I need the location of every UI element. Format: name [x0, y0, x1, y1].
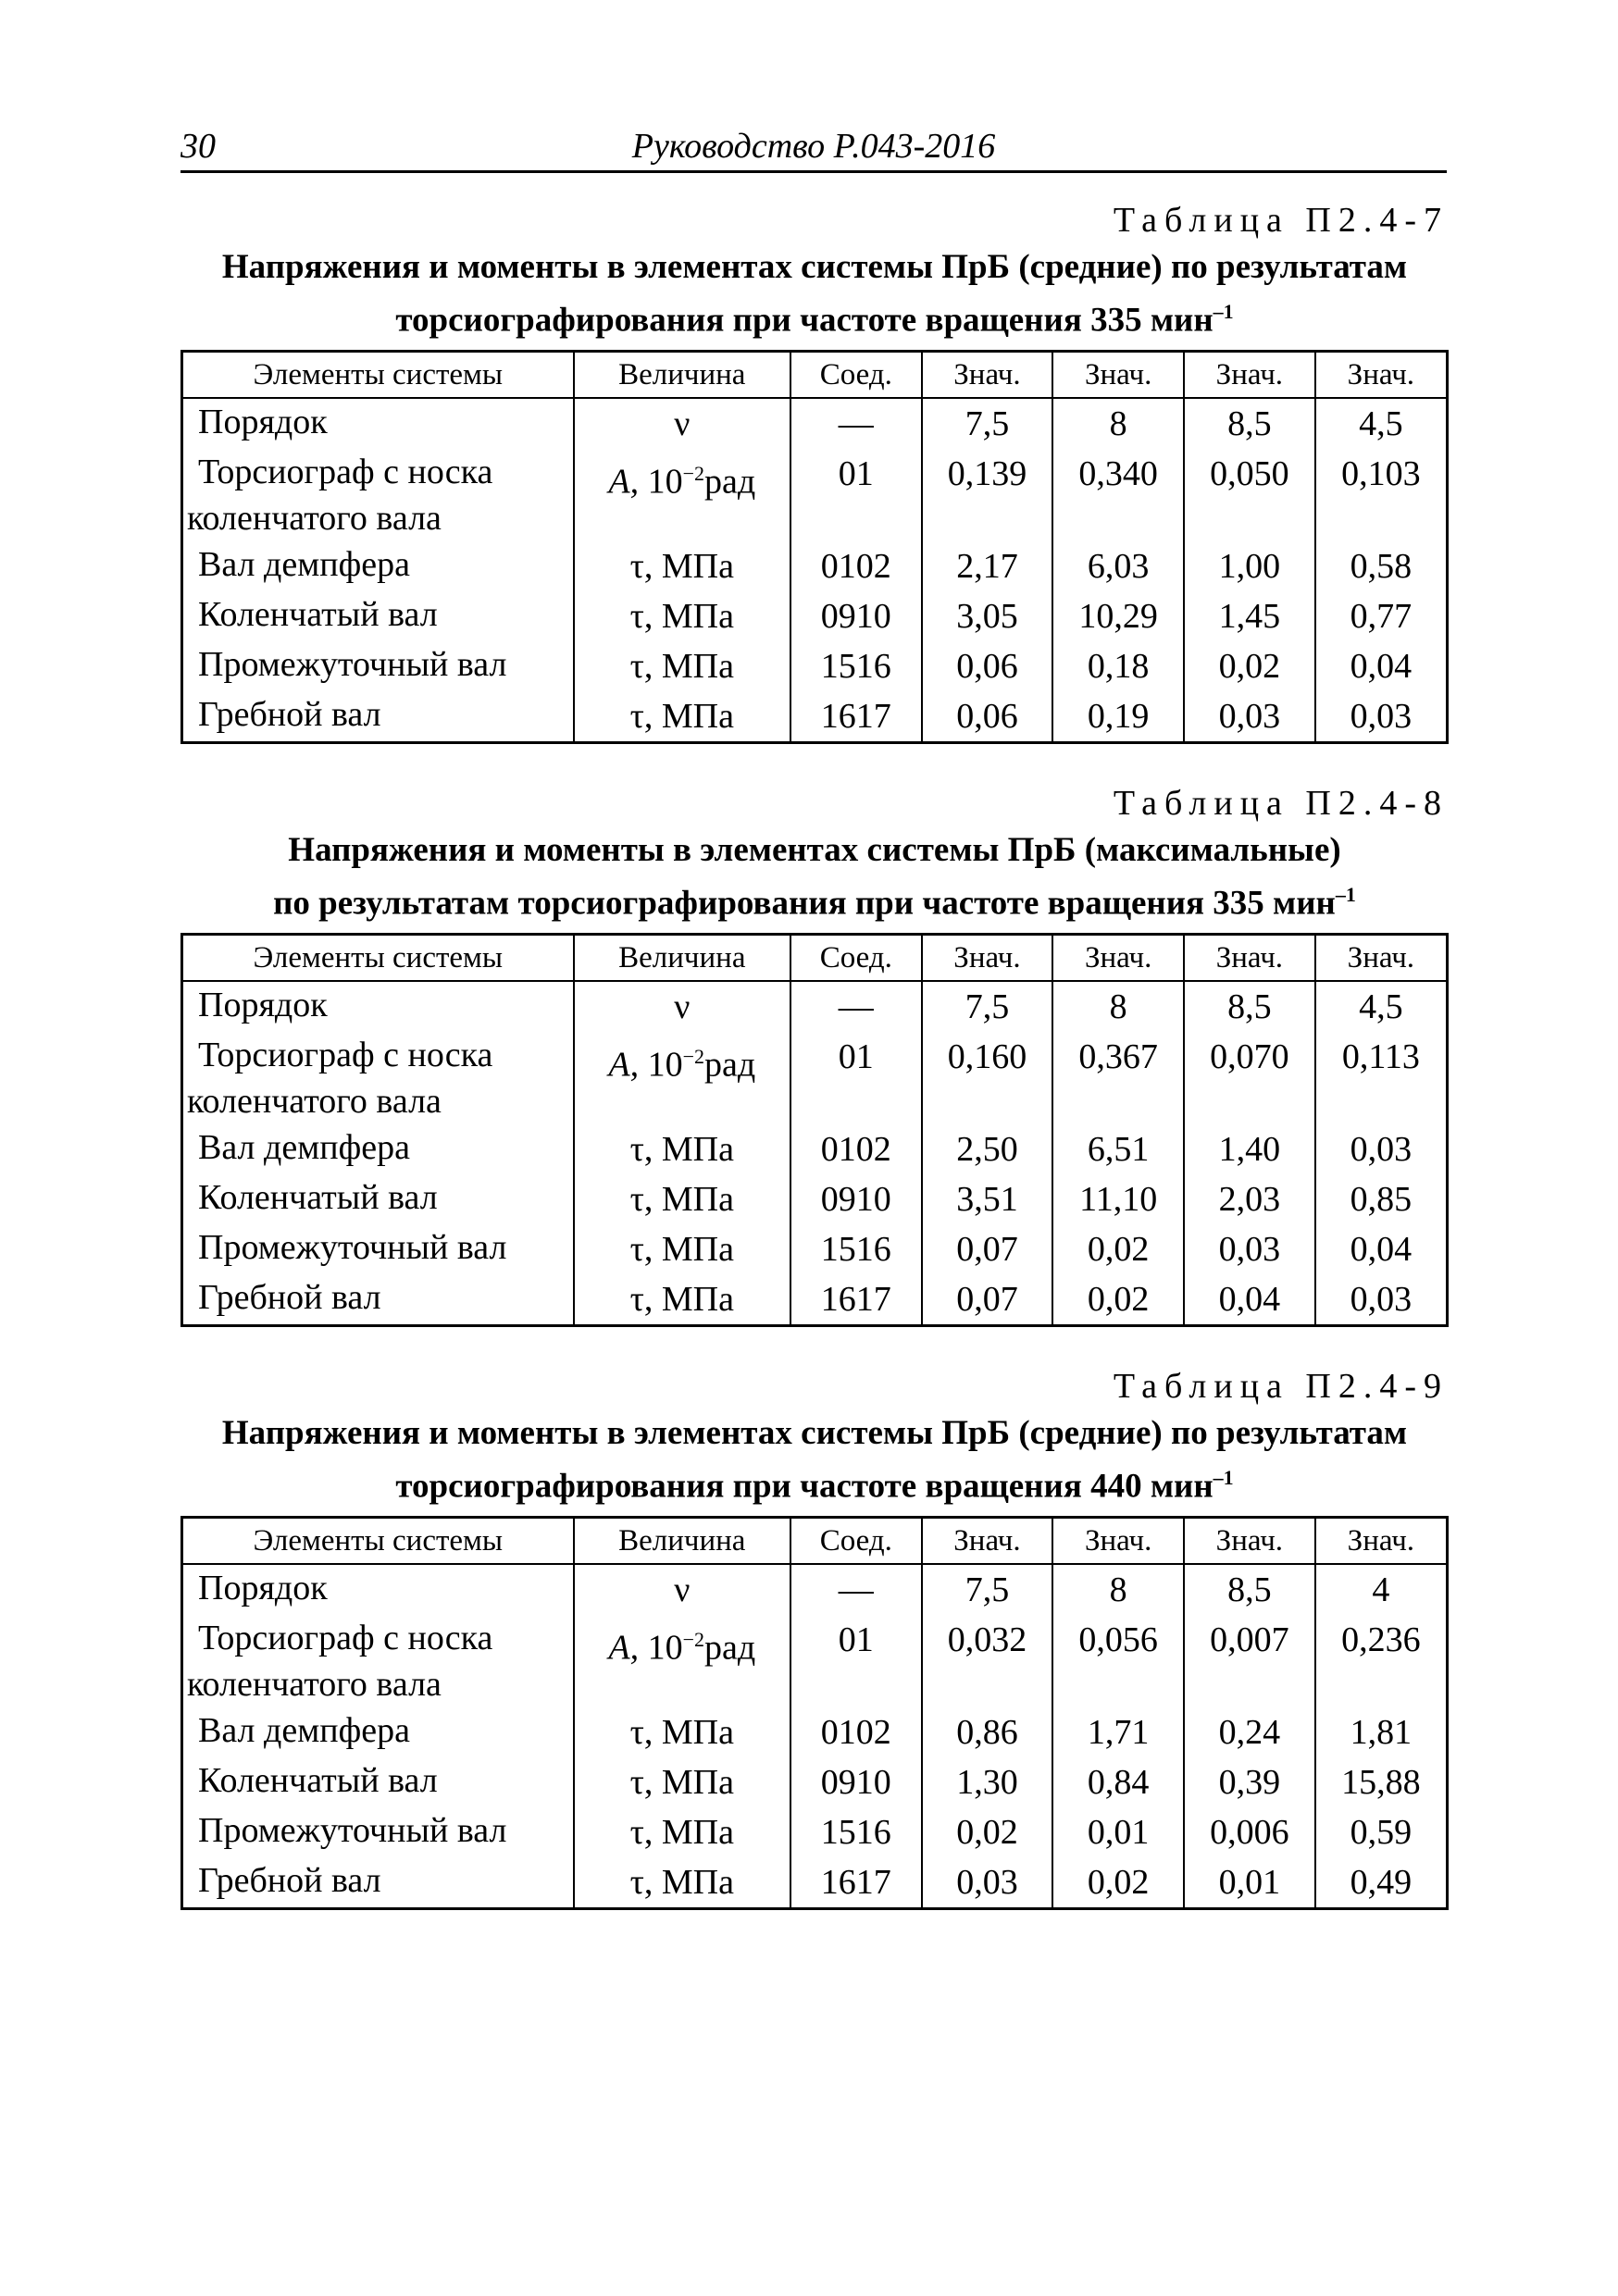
value-cell: 4 — [1372, 1570, 1390, 1610]
element-name-line-2: коленчатого вала — [187, 1082, 442, 1122]
connection-cell: 1516 — [790, 1807, 922, 1857]
column-header: Знач. — [1052, 935, 1184, 982]
caption-line-2-text: торсиографирования при частоте вращения 335 мин — [395, 301, 1214, 340]
connection-cell: 0102 — [790, 1124, 922, 1174]
connection-cell: 0102 — [790, 1707, 922, 1757]
header-row — [182, 1518, 1448, 1565]
value-cell: 8,5 — [1184, 1564, 1315, 1615]
element-name: Промежуточный вал — [182, 1807, 574, 1857]
column-header: Знач. — [1184, 1518, 1315, 1565]
element-name-line-2: коленчатого вала — [187, 1665, 442, 1705]
connection-cell: 1516 — [790, 641, 922, 691]
quantity-unit: рад — [704, 1628, 756, 1668]
connection-cell: 01 — [790, 1032, 922, 1124]
value-cell: 0,86 — [922, 1707, 1053, 1757]
element-name-line-1: Торсиограф с носка — [198, 1036, 493, 1075]
caption-exponent: –1 — [1335, 883, 1356, 906]
value-cell: 0,59 — [1350, 1813, 1413, 1853]
quantity-base: 10 — [647, 1045, 683, 1085]
value-cell: 1,40 — [1184, 1124, 1315, 1174]
value-cell: 0,02 — [1052, 1224, 1184, 1274]
table-row — [182, 1174, 1448, 1224]
value-cell: 8 — [1052, 398, 1184, 449]
value-cell: 2,50 — [922, 1124, 1053, 1174]
data-table — [180, 1516, 1449, 1910]
column-header: Соед. — [790, 935, 922, 982]
value-cell: 0,24 — [1184, 1707, 1315, 1757]
quantity-cell: τ, МПа — [574, 1124, 790, 1174]
value-cell: 7,5 — [922, 981, 1053, 1032]
value-cell: 0,01 — [1184, 1857, 1315, 1909]
value-cell: 0,84 — [1052, 1757, 1184, 1807]
value-cell: 0,03 — [1350, 697, 1413, 737]
value-cell: 3,51 — [922, 1174, 1053, 1224]
quantity-cell: τ, МПа — [574, 1224, 790, 1274]
table-row — [182, 1757, 1448, 1807]
value-cell: 1,45 — [1184, 591, 1315, 641]
caption-line-2 — [180, 1456, 1449, 1508]
value-cell: 2,03 — [1184, 1174, 1315, 1224]
connection-cell: 1617 — [790, 1274, 922, 1326]
table-block — [180, 1365, 1449, 1910]
caption-exponent: –1 — [1213, 300, 1234, 323]
connection-cell: 1617 — [790, 1857, 922, 1909]
quantity-cell: ν — [574, 1564, 790, 1615]
column-header: Соед. — [790, 1518, 922, 1565]
table-label: Таблица П2.4-8 — [1113, 784, 1449, 823]
element-name: Гребной вал — [182, 1857, 574, 1909]
element-name-line-1: Торсиограф с носка — [198, 453, 493, 492]
element-name: Порядок — [182, 981, 574, 1032]
connection-cell: — — [790, 981, 922, 1032]
value-cell: 0,01 — [1052, 1807, 1184, 1857]
column-header: Величина — [574, 1518, 790, 1565]
value-cell: 0,007 — [1184, 1615, 1315, 1707]
value-cell: 0,04 — [1350, 647, 1413, 687]
value-cell: 0,070 — [1184, 1032, 1315, 1124]
value-cell: 4,5 — [1359, 987, 1403, 1027]
table-caption — [180, 828, 1449, 925]
column-header: Знач. — [1184, 935, 1315, 982]
column-header: Знач. — [922, 935, 1053, 982]
connection-cell: 0910 — [790, 1757, 922, 1807]
value-cell: 0,02 — [922, 1807, 1053, 1857]
quantity-cell — [574, 1032, 790, 1124]
element-name: Гребной вал — [182, 1274, 574, 1326]
value-cell: 0,160 — [922, 1032, 1053, 1124]
caption-line-2 — [180, 873, 1449, 925]
element-name-line-2: коленчатого вала — [187, 499, 442, 539]
quantity-cell: τ, МПа — [574, 691, 790, 743]
value-cell: 0,04 — [1184, 1274, 1315, 1326]
value-cell: 0,49 — [1350, 1863, 1413, 1903]
table-row — [182, 1032, 1448, 1124]
value-cell: 6,03 — [1052, 541, 1184, 591]
value-cell: 0,032 — [922, 1615, 1053, 1707]
table-label: Таблица П2.4-7 — [1113, 201, 1449, 240]
caption-exponent: –1 — [1213, 1466, 1234, 1489]
caption-line-2 — [180, 290, 1449, 342]
page-number: 30 — [180, 127, 216, 166]
column-header: Соед. — [790, 352, 922, 399]
value-cell: 0,03 — [1350, 1280, 1413, 1320]
value-cell: 1,30 — [922, 1757, 1053, 1807]
value-cell: 0,03 — [1350, 1130, 1413, 1170]
value-cell: 0,07 — [922, 1224, 1053, 1274]
quantity-cell: τ, МПа — [574, 1757, 790, 1807]
value-cell: 0,113 — [1341, 1037, 1420, 1077]
value-cell: 3,05 — [922, 591, 1053, 641]
value-cell: 0,103 — [1341, 454, 1421, 494]
header-row — [182, 352, 1448, 399]
element-name: Порядок — [182, 1564, 574, 1615]
value-cell: 0,58 — [1350, 547, 1413, 587]
value-cell: 0,056 — [1052, 1615, 1184, 1707]
quantity-base: 10 — [647, 462, 683, 502]
value-cell: 0,02 — [1052, 1274, 1184, 1326]
value-cell: 0,03 — [1184, 1224, 1315, 1274]
table-row — [182, 1124, 1448, 1174]
table-row — [182, 691, 1448, 743]
value-cell: 0,03 — [1184, 691, 1315, 743]
value-cell: 0,06 — [922, 691, 1053, 743]
value-cell: 0,77 — [1350, 597, 1413, 637]
value-cell: 8,5 — [1184, 981, 1315, 1032]
caption-line-2-text: торсиографирования при частоте вращения 440 мин — [395, 1467, 1214, 1506]
table-row — [182, 981, 1448, 1032]
table-row — [182, 398, 1448, 449]
value-cell: 0,06 — [922, 641, 1053, 691]
quantity-cell: τ, МПа — [574, 1174, 790, 1224]
column-header: Знач. — [1315, 352, 1448, 399]
table-row — [182, 1274, 1448, 1326]
caption-line-1: Напряжения и моменты в элементах системы ПрБ (средние) по результатам — [221, 248, 1408, 286]
value-cell: 0,39 — [1184, 1757, 1315, 1807]
value-cell: 0,006 — [1184, 1807, 1315, 1857]
caption-line-1: Напряжения и моменты в элементах системы ПрБ (максимальные) — [288, 831, 1341, 869]
element-name — [182, 1032, 574, 1124]
quantity-cell: τ, МПа — [574, 1807, 790, 1857]
quantity-cell — [574, 449, 790, 541]
quantity-exponent: −2 — [682, 1628, 705, 1652]
quantity-exponent: −2 — [682, 1045, 705, 1069]
quantity-exponent: −2 — [682, 462, 705, 486]
value-cell: 0,85 — [1350, 1180, 1413, 1220]
connection-cell: 01 — [790, 1615, 922, 1707]
table-row — [182, 1807, 1448, 1857]
table-block — [180, 782, 1449, 1327]
value-cell: 0,050 — [1184, 449, 1315, 541]
connection-cell: — — [790, 398, 922, 449]
table-row — [182, 641, 1448, 691]
quantity-symbol: A, — [608, 462, 640, 502]
connection-cell: 1516 — [790, 1224, 922, 1274]
value-cell: 10,29 — [1052, 591, 1184, 641]
quantity-cell: τ, МПа — [574, 1274, 790, 1326]
connection-cell: 0910 — [790, 1174, 922, 1224]
element-name-line-1: Торсиограф с носка — [198, 1619, 493, 1658]
table-caption — [180, 1411, 1449, 1508]
value-cell: 8 — [1052, 981, 1184, 1032]
caption-line-2-text: по результатам торсиографирования при частоте вращения 335 мин — [273, 884, 1336, 923]
connection-cell: 1617 — [790, 691, 922, 743]
value-cell: 0,236 — [1341, 1620, 1421, 1660]
element-name: Коленчатый вал — [182, 591, 574, 641]
table-block — [180, 199, 1449, 744]
table-row — [182, 1707, 1448, 1757]
table-label: Таблица П2.4-9 — [1113, 1367, 1449, 1406]
quantity-cell: τ, МПа — [574, 1857, 790, 1909]
quantity-symbol: A, — [608, 1045, 640, 1085]
value-cell: 0,340 — [1052, 449, 1184, 541]
connection-cell: 01 — [790, 449, 922, 541]
table-caption — [180, 245, 1449, 342]
value-cell: 11,10 — [1052, 1174, 1184, 1224]
quantity-unit: рад — [704, 1045, 756, 1085]
value-cell: 15,88 — [1341, 1763, 1421, 1803]
column-header: Знач. — [922, 1518, 1053, 1565]
column-header: Элементы системы — [182, 1518, 574, 1565]
column-header: Элементы системы — [182, 352, 574, 399]
column-header: Знач. — [1052, 1518, 1184, 1565]
element-name — [182, 449, 574, 541]
element-name: Вал демпфера — [182, 541, 574, 591]
quantity-symbol: A, — [608, 1628, 640, 1668]
quantity-cell: ν — [574, 398, 790, 449]
table-row — [182, 449, 1448, 541]
quantity-cell — [574, 1615, 790, 1707]
element-name — [182, 1615, 574, 1707]
column-header: Знач. — [1315, 1518, 1448, 1565]
value-cell: 2,17 — [922, 541, 1053, 591]
element-name: Коленчатый вал — [182, 1757, 574, 1807]
connection-cell: — — [790, 1564, 922, 1615]
element-name: Порядок — [182, 398, 574, 449]
connection-cell: 0102 — [790, 541, 922, 591]
element-name: Гребной вал — [182, 691, 574, 743]
value-cell: 0,139 — [922, 449, 1053, 541]
quantity-base: 10 — [647, 1628, 683, 1668]
data-table — [180, 350, 1449, 744]
page-header — [180, 127, 1447, 173]
quantity-cell: τ, МПа — [574, 541, 790, 591]
table-row — [182, 1857, 1448, 1909]
element-name: Вал демпфера — [182, 1124, 574, 1174]
value-cell: 4,5 — [1359, 404, 1403, 444]
value-cell: 0,02 — [1184, 641, 1315, 691]
value-cell: 0,02 — [1052, 1857, 1184, 1909]
value-cell: 7,5 — [922, 1564, 1053, 1615]
column-header: Знач. — [1315, 935, 1448, 982]
column-header: Величина — [574, 935, 790, 982]
table-row — [182, 1564, 1448, 1615]
quantity-cell: τ, МПа — [574, 591, 790, 641]
column-header: Знач. — [1184, 352, 1315, 399]
value-cell: 1,81 — [1350, 1713, 1413, 1753]
value-cell: 8 — [1052, 1564, 1184, 1615]
caption-line-1: Напряжения и моменты в элементах системы ПрБ (средние) по результатам — [221, 1414, 1408, 1452]
value-cell: 1,71 — [1052, 1707, 1184, 1757]
data-table — [180, 933, 1449, 1327]
value-cell: 0,19 — [1052, 691, 1184, 743]
value-cell: 0,07 — [922, 1274, 1053, 1326]
quantity-cell: τ, МПа — [574, 641, 790, 691]
quantity-unit: рад — [704, 462, 756, 502]
header-row — [182, 935, 1448, 982]
value-cell: 7,5 — [922, 398, 1053, 449]
element-name: Коленчатый вал — [182, 1174, 574, 1224]
table-row — [182, 541, 1448, 591]
element-name: Промежуточный вал — [182, 641, 574, 691]
column-header: Элементы системы — [182, 935, 574, 982]
value-cell: 0,367 — [1052, 1032, 1184, 1124]
column-header: Величина — [574, 352, 790, 399]
value-cell: 6,51 — [1052, 1124, 1184, 1174]
element-name: Промежуточный вал — [182, 1224, 574, 1274]
table-row — [182, 1615, 1448, 1707]
value-cell: 0,18 — [1052, 641, 1184, 691]
column-header: Знач. — [1052, 352, 1184, 399]
value-cell: 1,00 — [1184, 541, 1315, 591]
value-cell: 0,03 — [922, 1857, 1053, 1909]
table-row — [182, 591, 1448, 641]
table-row — [182, 1224, 1448, 1274]
element-name: Вал демпфера — [182, 1707, 574, 1757]
connection-cell: 0910 — [790, 591, 922, 641]
quantity-cell: τ, МПа — [574, 1707, 790, 1757]
column-header: Знач. — [922, 352, 1053, 399]
value-cell: 8,5 — [1184, 398, 1315, 449]
document-title: Руководство Р.043-2016 — [631, 127, 996, 166]
value-cell: 0,04 — [1350, 1230, 1413, 1270]
quantity-cell: ν — [574, 981, 790, 1032]
